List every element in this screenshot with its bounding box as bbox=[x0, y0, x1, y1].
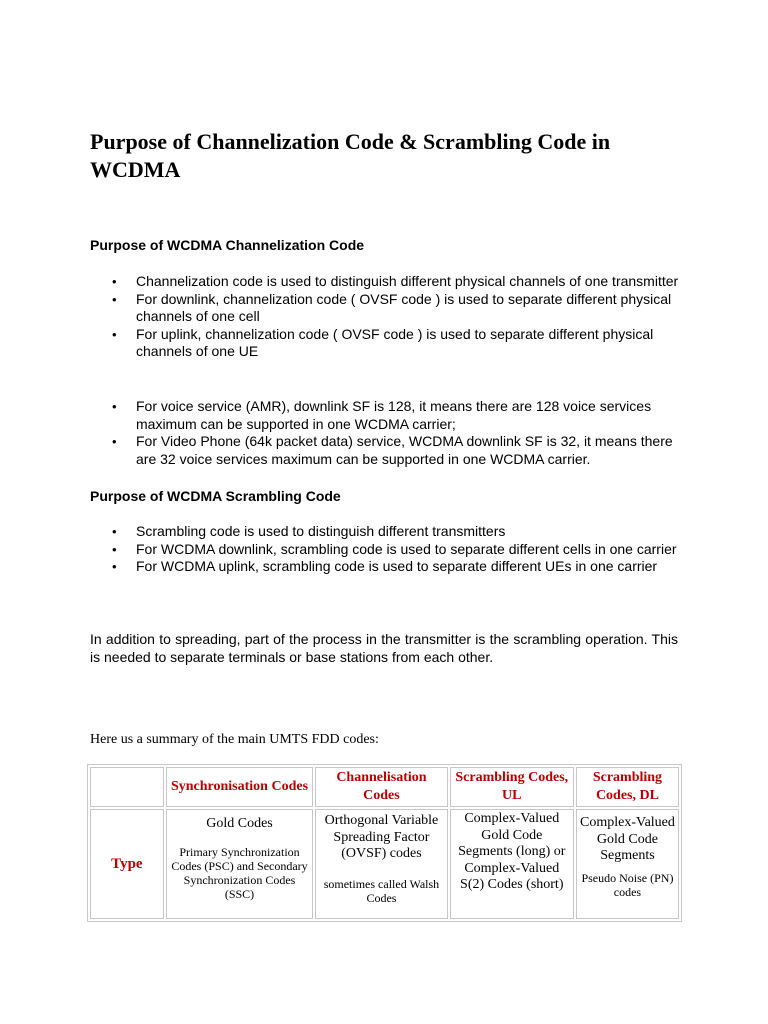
cell-main-text: Complex-Valued Gold Code Segments bbox=[580, 815, 675, 863]
row-label: Type bbox=[90, 809, 164, 919]
list-item: • For uplink, channelization code ( OVSF code ) is used to separate different physical channels of one UE bbox=[90, 326, 680, 361]
scrambling-bullet-list bbox=[90, 523, 680, 576]
table-row bbox=[90, 809, 679, 919]
table-cell bbox=[166, 809, 314, 919]
table-header-cell: Scrambling Codes, DL bbox=[576, 767, 679, 807]
section-heading-channelization: Purpose of WCDMA Channelization Code bbox=[90, 237, 365, 253]
page-title: Purpose of Channelization Code & Scrambling Code in WCDMA bbox=[90, 129, 611, 182]
table-header-cell: Channelisation Codes bbox=[315, 767, 447, 807]
section-heading-scrambling: Purpose of WCDMA Scrambling Code bbox=[90, 488, 341, 504]
body-paragraph: In addition to spreading, part of the process in the transmitter is the scrambling operation. This is needed to separate terminals or base stations from each other. bbox=[90, 631, 678, 665]
table-header-cell bbox=[90, 767, 164, 807]
cell-main-text: Complex-Valued Gold Code Segments (long) or Complex-Valued S(2) Codes (short) bbox=[458, 811, 566, 892]
list-item: • For WCDMA uplink, scrambling code is used to separate different UEs in one carrier bbox=[90, 558, 680, 576]
list-item: • For Video Phone (64k packet data) service, WCDMA downlink SF is 32, it means there are 32 voice services maximum can be supported in one WCDMA carrier. bbox=[90, 433, 680, 468]
codes-table bbox=[87, 764, 682, 922]
table-cell bbox=[576, 809, 679, 919]
table-header-row bbox=[90, 767, 679, 807]
summary-intro: Here us a summary of the main UMTS FDD codes: bbox=[90, 732, 379, 747]
table-header-cell: Scrambling Codes, UL bbox=[450, 767, 574, 807]
channelization-bullet-list-1 bbox=[90, 273, 680, 361]
table-cell bbox=[450, 809, 574, 919]
cell-note-text: sometimes called Walsh Codes bbox=[323, 876, 440, 905]
list-item: • Scrambling code is used to distinguish different transmitters bbox=[90, 523, 680, 541]
cell-note-text: Pseudo Noise (PN) codes bbox=[581, 870, 674, 899]
cell-note-text: Primary Synchronization Codes (PSC) and Secondary Synchronization Codes (SSC) bbox=[171, 844, 308, 901]
cell-main-text: Gold Codes bbox=[206, 816, 273, 831]
cell-main-text: Orthogonal Variable Spreading Factor (OVSF) codes bbox=[324, 813, 439, 861]
channelization-bullet-list-2 bbox=[90, 398, 680, 468]
list-item: • For downlink, channelization code ( OVSF code ) is used to separate different physical channels of one cell bbox=[90, 291, 680, 326]
list-item: • Channelization code is used to distinguish different physical channels of one transmitter bbox=[90, 273, 680, 291]
table-header-cell: Synchronisation Codes bbox=[166, 767, 314, 807]
list-item: • For voice service (AMR), downlink SF is 128, it means there are 128 voice services maximum can be supported in one WCDMA carrier; bbox=[90, 398, 680, 433]
list-item: • For WCDMA downlink, scrambling code is used to separate different cells in one carrier bbox=[90, 541, 680, 559]
table-cell bbox=[315, 809, 447, 919]
